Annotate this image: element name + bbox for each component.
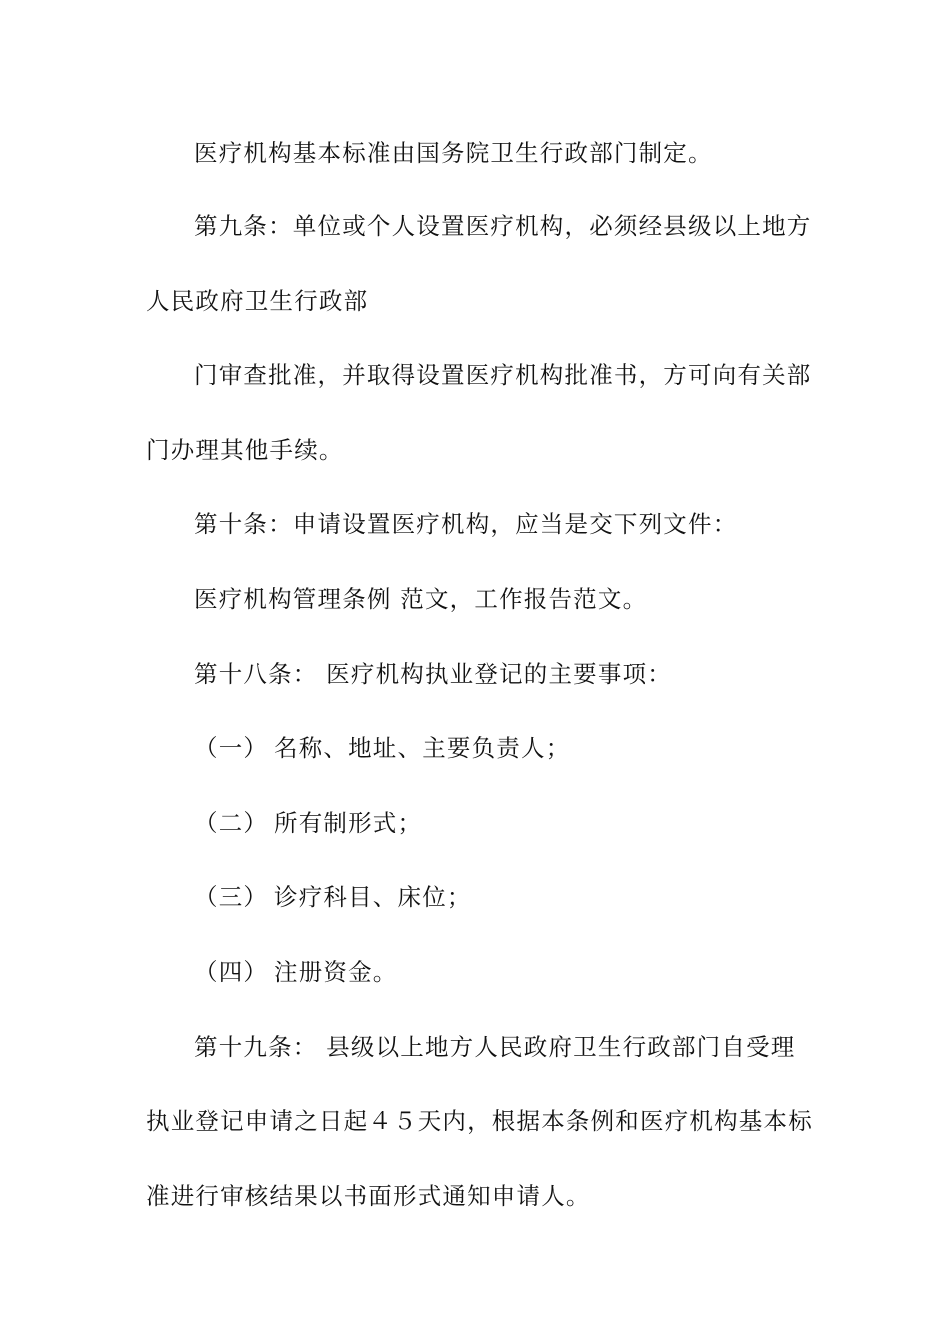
paragraph-line: 准进行审核结果以书面形式通知申请人。 <box>146 1182 591 1210</box>
paragraph-line: 门审查批准，并取得设置医疗机构批准书，方可向有关部 <box>194 361 812 389</box>
list-item-text: 所有制形式； <box>274 809 423 837</box>
list-item <box>194 808 854 838</box>
paragraph-line: 门办理其他手续。 <box>146 436 344 464</box>
list-item-number: （一） <box>194 734 269 762</box>
list-item-number: （四） <box>194 958 269 986</box>
paragraph-line: 人民政府卫生行政部 <box>146 287 369 315</box>
paragraph-line: 第十条：申请设置医疗机构，应当是交下列文件： <box>194 510 738 538</box>
list-item-text: 名称、地址、主要负责人； <box>274 734 571 762</box>
paragraph-line: 第十八条： 医疗机构执业登记的主要事项： <box>194 660 672 688</box>
paragraph-line: 第十九条： 县级以上地方人民政府卫生行政部门自受理 <box>194 1033 796 1061</box>
list-item-number: （三） <box>194 883 269 911</box>
list-item <box>194 957 854 987</box>
list-item-text: 诊疗科目、床位； <box>274 883 472 911</box>
paragraph-line: 执业登记申请之日起４５天内，根据本条例和医疗机构基本标 <box>146 1107 813 1135</box>
list-item <box>194 882 854 912</box>
list-item <box>194 733 854 763</box>
list-item-number: （二） <box>194 809 269 837</box>
paragraph-line: 第九条：单位或个人设置医疗机构，必须经县级以上地方 <box>194 212 812 240</box>
paragraph-line: 医疗机构基本标准由国务院卫生行政部门制定。 <box>194 139 713 167</box>
paragraph-line: 医疗机构管理条例 范文，工作报告范文。 <box>194 585 648 613</box>
list-item-text: 注册资金。 <box>274 958 398 986</box>
